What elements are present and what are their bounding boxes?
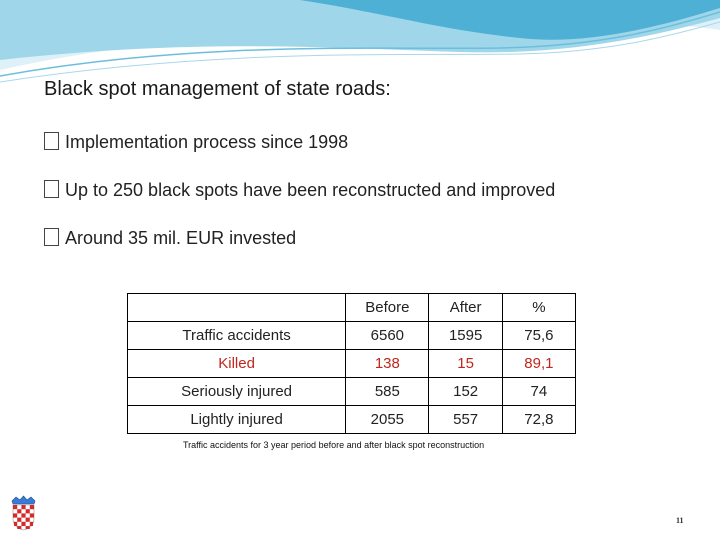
table-cell: Traffic accidents [128,322,346,350]
table-header-cell: % [502,294,575,322]
bullet-item [44,132,348,153]
bullet-text: Implementation process since 1998 [65,132,349,152]
table-header-cell: Before [346,294,429,322]
page-number: 11 [676,516,684,525]
croatian-crest-icon [10,495,37,531]
table-cell: 6560 [346,322,429,350]
table-header-cell: After [429,294,502,322]
table-cell: 585 [346,378,429,406]
header-wave-decoration [0,0,720,90]
table-cell: 15 [429,350,502,378]
table-footnote: Traffic accidents for 3 year period before and after black spot reconstruction [183,440,485,450]
bullet-box-icon [44,132,59,150]
table-row [128,378,576,406]
table-cell: 152 [429,378,502,406]
table-cell: 557 [429,406,502,434]
bullet-item [44,180,555,201]
bullet-box-icon [44,228,59,246]
table-row [128,406,576,434]
slide-title: Black spot management of state roads: [44,78,391,100]
table-row [128,322,576,350]
table-cell: 2055 [346,406,429,434]
table-cell: Killed [128,350,346,378]
table-header-cell [128,294,346,322]
bullet-text: Up to 250 black spots have been reconstructed and improved [65,180,556,200]
table-cell: 72,8 [502,406,575,434]
table-cell: Seriously injured [128,378,346,406]
table-cell: 74 [502,378,575,406]
table-cell: 75,6 [502,322,575,350]
table-header-row [128,294,576,322]
bullet-box-icon [44,180,59,198]
table-cell: 138 [346,350,429,378]
table-row [128,350,576,378]
table-cell: 1595 [429,322,502,350]
bullet-item [44,228,296,249]
accident-table [127,293,576,434]
table-cell: Lightly injured [128,406,346,434]
bullet-text: Around 35 mil. EUR invested [65,228,297,248]
table-cell: 89,1 [502,350,575,378]
